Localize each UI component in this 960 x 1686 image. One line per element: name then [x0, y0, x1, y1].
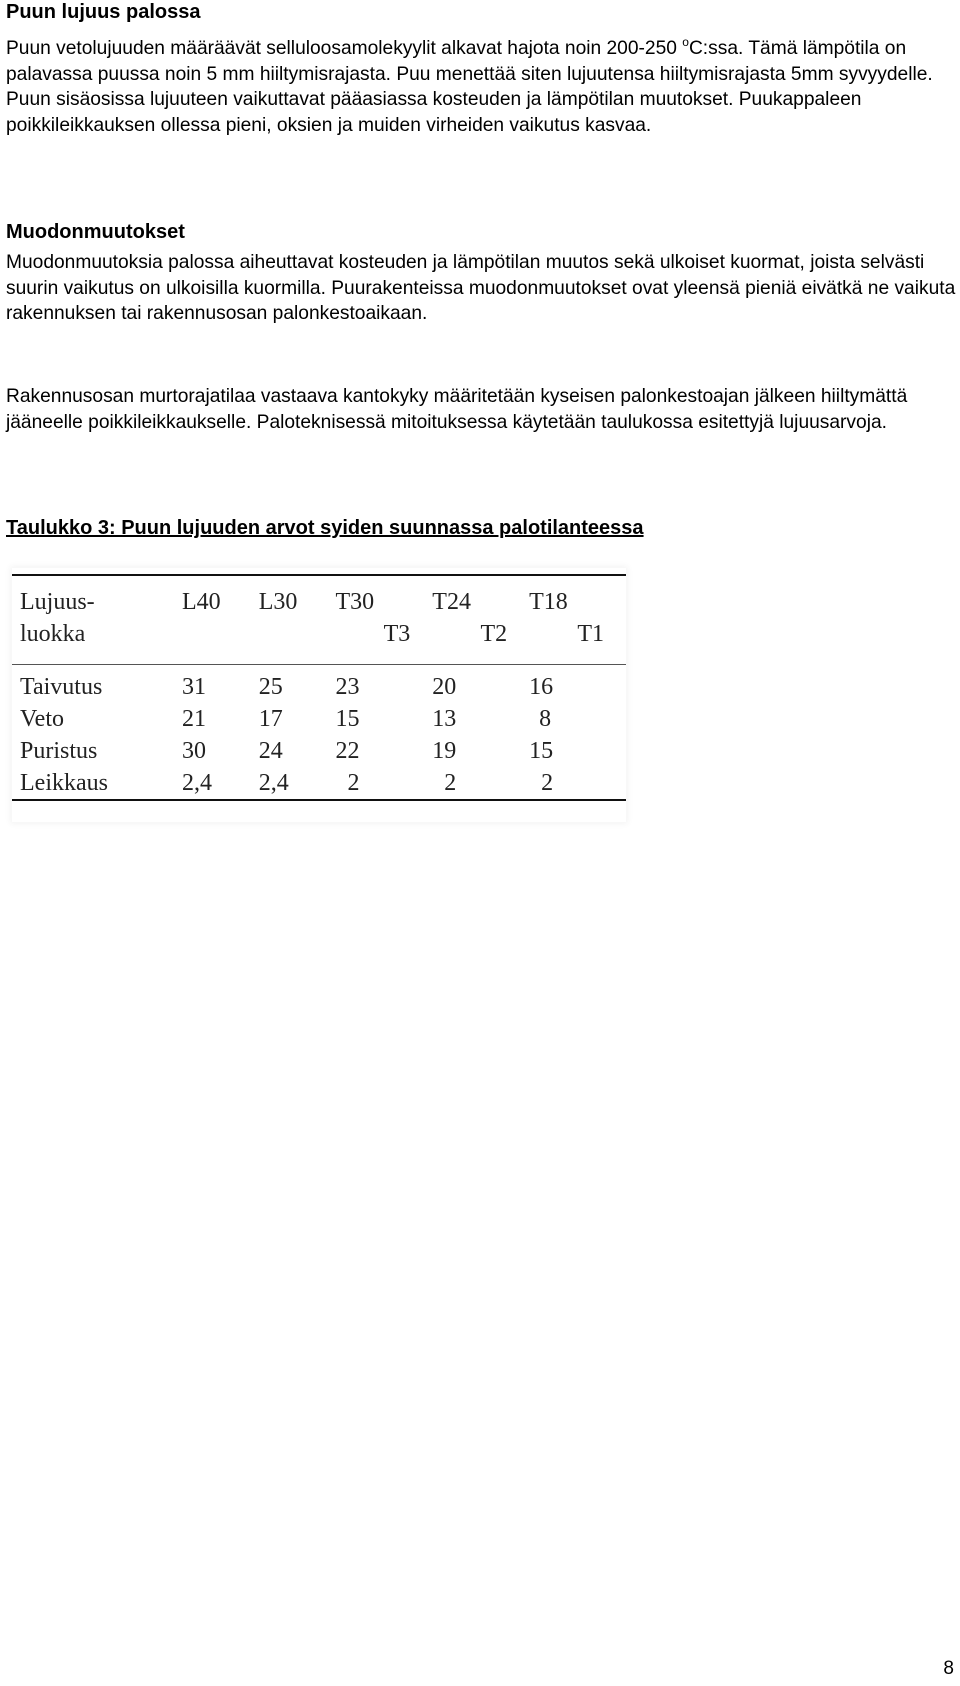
table-cell: 2 — [444, 770, 457, 796]
table-row — [12, 665, 626, 704]
paragraph-text-part1: Puun vetolujuuden määräävät selluloosamolekyylit alkavat hajota noin 200-250 — [6, 38, 683, 59]
table-header-cell: T30 — [335, 589, 375, 615]
table-cell: 16 — [529, 665, 626, 704]
paragraph-text-part2: C:ssa. Tämä lämpötila on palavassa puussa noin 5 mm hiiltymisrajasta. Puu menettää siten lujuutensa hiiltymisrajasta 5mm syvyydelle. Puun sisäosissa lujuuteen vaikuttavat pääasiassa kosteuden ja lämpötilan muutokset. Puukappaleen poikkileikkauksen ollessa pieni, oksien ja muiden virheiden vaikutus kasvaa. — [6, 38, 933, 136]
table-cell: 21 — [181, 706, 206, 732]
table-header-cell: T1 — [577, 621, 604, 647]
table-row-label: Taivutus — [12, 665, 182, 704]
table-cell: 2 — [541, 770, 554, 796]
table-row — [12, 767, 626, 800]
table-header-cell: T2 — [480, 621, 508, 647]
table-cell: 20 — [432, 665, 529, 704]
degree-superscript: o — [682, 35, 689, 49]
table-cell: 2,4 — [181, 770, 212, 796]
table-header-cell: T24 — [432, 589, 471, 615]
table-header-cell: L40 — [181, 589, 221, 615]
table-cell: 25 — [259, 665, 336, 704]
table-cell: 2 — [347, 770, 360, 796]
table-cell: 15 — [335, 706, 360, 732]
table-row-label: Veto — [20, 706, 64, 732]
section-paragraph-deformations-2: Rakennusosan murtorajatilaa vastaava kantokyky määritetään kyseisen palonkestoajan jälkeen hiiltymättä jääneelle poikkileikkaukselle. Paloteknisessä mitoituksessa käytetään taulukossa esitettyjä lujuusarvoja. — [6, 386, 908, 433]
table-header-cell: T18 — [529, 589, 568, 615]
table-row-label: Puristus — [20, 738, 98, 764]
table-cell: 13 — [432, 706, 457, 732]
table-cell: 22 — [335, 738, 360, 764]
section-paragraph-fire-strength — [6, 30, 956, 138]
section-paragraph-deformations-1: Muodonmuutoksia palossa aiheuttavat kosteuden ja lämpötilan muutos sekä ulkoiset kuormat, joista selvästi suurin vaikutus on ulkoisilla kuormilla. Puurakenteissa muodonmuutokset ovat yleensä pieniä eivätkä ne vaikuta rakennuksen tai rakennusosan palonkestoaikaan. — [6, 252, 956, 325]
table-header-cell — [182, 618, 259, 665]
table-header-cell: Lujuus- — [20, 589, 95, 615]
table-row — [12, 735, 626, 767]
table-header-cell: luokka — [20, 621, 86, 647]
table-header-cell: T3 — [383, 621, 411, 647]
table-row-label: Leikkaus — [20, 770, 108, 796]
table-header-cell: L30 — [258, 589, 298, 615]
table-cell: 17 — [258, 706, 283, 732]
strength-table — [12, 574, 626, 801]
section-heading-fire-strength: Puun lujuus palossa — [6, 1, 201, 23]
page-number: 8 — [943, 1658, 954, 1679]
section-heading-deformations: Muodonmuutokset — [6, 221, 185, 243]
table-cell: 30 — [181, 738, 206, 764]
table-cell: 23 — [335, 665, 432, 704]
table-caption: Taulukko 3: Puun lujuuden arvot syiden suunnassa palotilanteessa — [6, 517, 644, 539]
table-cell: 15 — [529, 738, 554, 764]
table-header-row-1 — [12, 575, 626, 618]
table-cell: 24 — [258, 738, 283, 764]
table-row — [12, 703, 626, 735]
table-cell: 8 — [539, 706, 552, 732]
table-cell: 31 — [182, 665, 259, 704]
table-header-cell — [259, 618, 336, 665]
table-cell: 2,4 — [258, 770, 289, 796]
table-cell: 19 — [432, 738, 457, 764]
table-header-row-2 — [12, 618, 626, 665]
table-figure — [12, 568, 626, 822]
